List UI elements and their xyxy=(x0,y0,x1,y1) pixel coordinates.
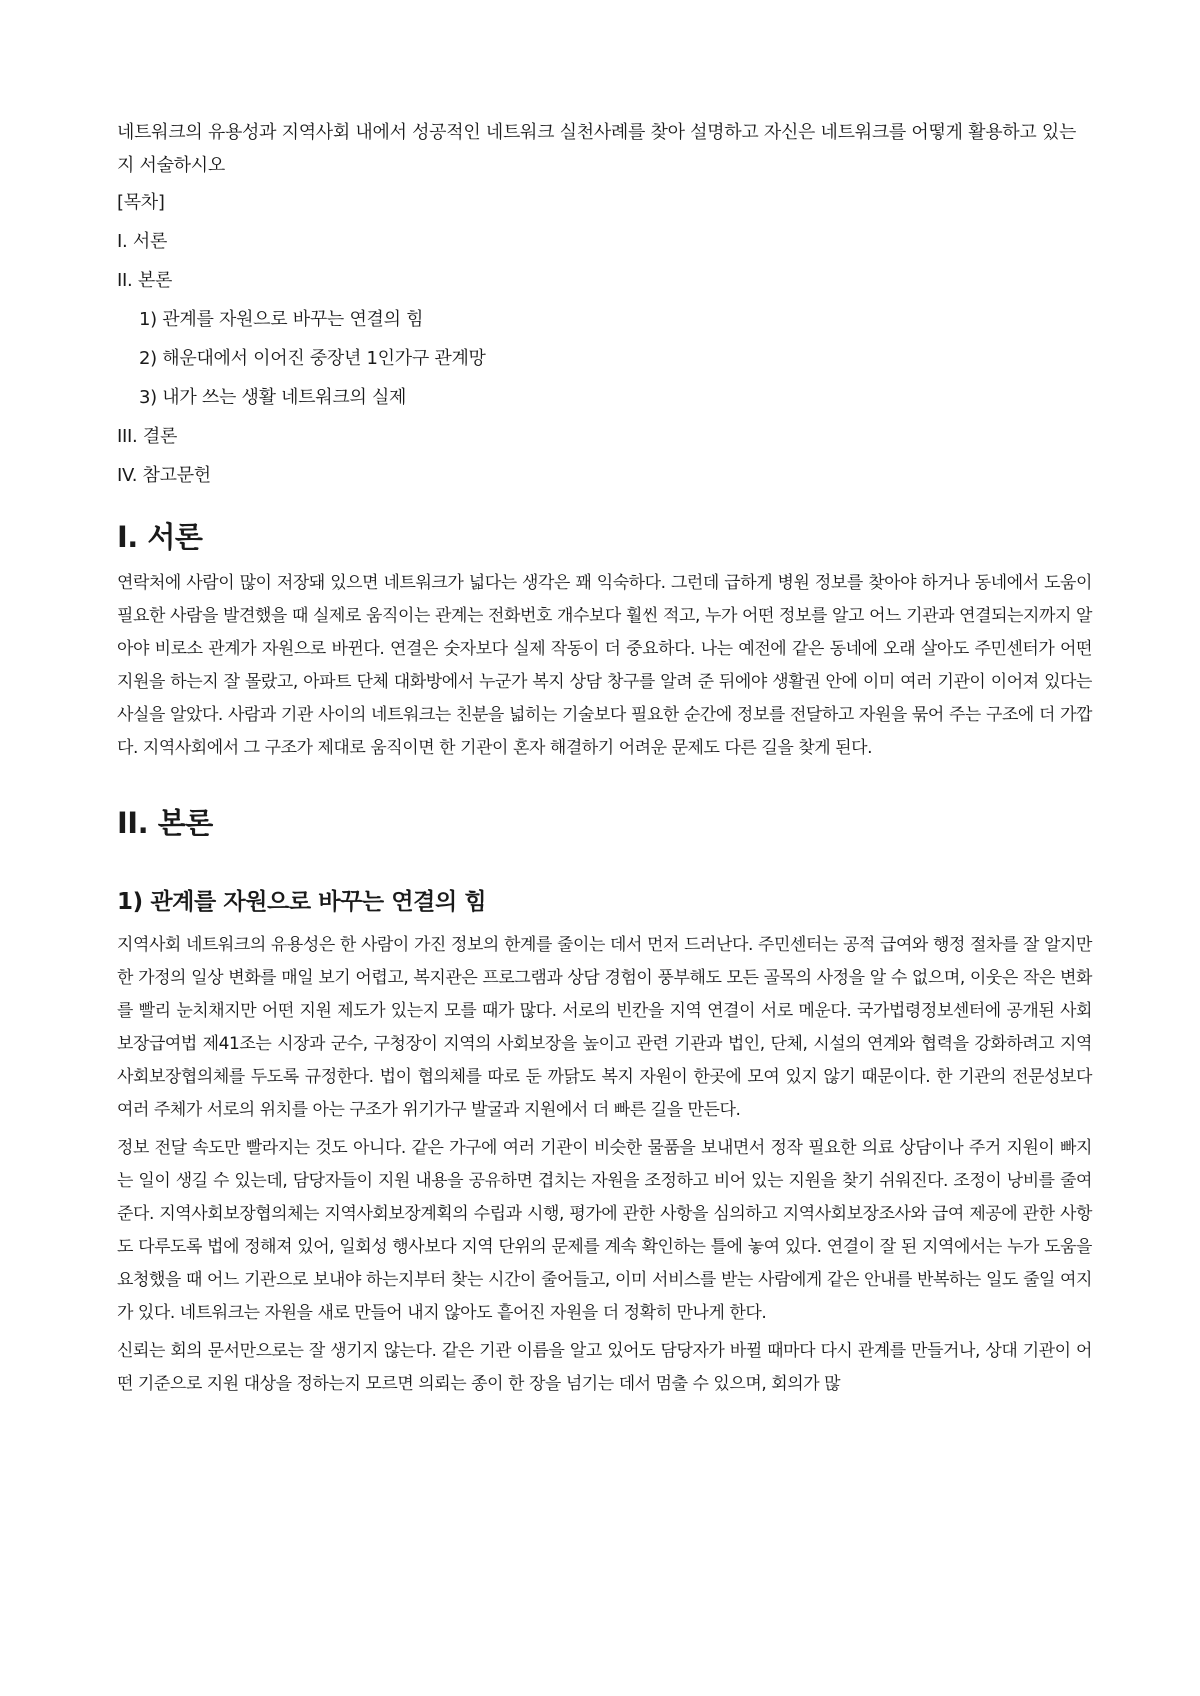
intro-paragraph: 연락처에 사람이 많이 저장돼 있으면 네트워크가 넓다는 생각은 꽤 익숙하다. 그런데 급하게 병원 정보를 찾아야 하거나 동네에서 도움이 필요한 사람을 발견했을 때 실제로 움직이는 관계는 전화번호 개수보다 훨씬 적고, 누가 어떤 정보를 알고 어느 기관과 연결되는지까지 알아야 비로소 관계가 자원으로 바뀐다. 연결은 숫자보다 실제 작동이 더 중요하다. 나는 예전에 같은 동네에 오래 살아도 주민센터가 어떤 지원을 하는지 잘 몰랐고, 아파트 단체 대화방에서 누군가 복지 상담 창구를 알려 준 뒤에야 생활권 안에 이미 여러 기관이 이어져 있다는 사실을 알았다. 사람과 기관 사이의 네트워크는 친분을 넓히는 기술보다 필요한 순간에 정보를 전달하고 자원을 묶어 주는 구조에 더 가깝다. 지역사회에서 그 구조가 제대로 움직이면 한 기관이 혼자 해결하기 어려운 문제도 다른 길을 찾게 된다. xyxy=(117,573,1092,758)
toc-item-body: II. 본론 xyxy=(117,270,173,291)
toc-item-body-1: 1) 관계를 자원으로 바꾸는 연결의 힘 xyxy=(139,309,424,330)
assignment-prompt: 네트워크의 유용성과 지역사회 내에서 성공적인 네트워크 실천사례를 찾아 설명하고 자신은 네트워크를 어떻게 활용하고 있는지 서술하시오 xyxy=(117,122,1077,176)
body-paragraph: 지역사회 네트워크의 유용성은 한 사람이 가진 정보의 한계를 줄이는 데서 먼저 드러난다. 주민센터는 공적 급여와 행정 절차를 잘 알지만 한 가정의 일상 변화를 매일 보기 어렵고, 복지관은 프로그램과 상담 경험이 풍부해도 모든 골목의 사정을 알 수 없으며, 이웃은 작은 변화를 빨리 눈치채지만 어떤 지원 제도가 있는지 모를 때가 많다. 서로의 빈칸을 지역 연결이 서로 메운다. 국가법령정보센터에 공개된 사회보장급여법 제41조는 시장과 군수, 구청장이 지역의 사회보장을 높이고 관련 기관과 법인, 단체, 시설의 연계와 협력을 강화하려고 지역사회보장협의체를 두도록 규정한다. 법이 협의체를 따로 둔 까닭도 복지 자원이 한곳에 모여 있지 않기 때문이다. 한 기관의 전문성보다 여러 주체가 서로의 위치를 아는 구조가 위기가구 발굴과 지원에서 더 빠른 길을 만든다. xyxy=(117,935,1092,1120)
toc-item-conclusion: III. 결론 xyxy=(117,426,178,447)
table-of-contents xyxy=(117,190,1092,489)
toc-item-body-3: 3) 내가 쓰는 생활 네트워크의 실제 xyxy=(139,387,407,408)
toc-item-body-2: 2) 해운대에서 이어진 중장년 1인가구 관계망 xyxy=(139,348,486,369)
subsection-heading-1: 1) 관계를 자원으로 바꾸는 연결의 힘 xyxy=(117,889,487,915)
body-paragraph: 신뢰는 회의 문서만으로는 잘 생기지 않는다. 같은 기관 이름을 알고 있어도 담당자가 바뀔 때마다 다시 관계를 만들거나, 상대 기관이 어떤 기준으로 지원 대상을 정하는지 모르면 의뢰는 종이 한 장을 넘기는 데서 멈출 수 있으며, 회의가 많 xyxy=(117,1341,1092,1394)
toc-item-intro: I. 서론 xyxy=(117,231,168,252)
section-heading-intro: I. 서론 xyxy=(117,520,203,554)
section-heading-body: II. 본론 xyxy=(117,806,213,840)
body-paragraph: 정보 전달 속도만 빨라지는 것도 아니다. 같은 가구에 여러 기관이 비슷한 물품을 보내면서 정작 필요한 의료 상담이나 주거 지원이 빠지는 일이 생길 수 있는데, 담당자들이 지원 내용을 공유하면 겹치는 자원을 조정하고 비어 있는 지원을 찾기 쉬워진다. 조정이 낭비를 줄여 준다. 지역사회보장협의체는 지역사회보장계획의 수립과 시행, 평가에 관한 사항을 심의하고 지역사회보장조사와 급여 제공에 관한 사항도 다루도록 법에 정해져 있어, 일회성 행사보다 지역 단위의 문제를 계속 확인하는 틀에 놓여 있다. 연결이 잘 된 지역에서는 누가 도움을 요청했을 때 어느 기관으로 보내야 하는지부터 찾는 시간이 줄어들고, 이미 서비스를 받는 사람에게 같은 안내를 반복하는 일도 줄일 여지가 있다. 네트워크는 자원을 새로 만들어 내지 않아도 흩어진 자원을 더 정확히 만나게 한다. xyxy=(117,1138,1092,1323)
toc-heading: [목차] xyxy=(117,192,165,213)
toc-item-references: IV. 참고문헌 xyxy=(117,465,211,486)
document-page xyxy=(117,116,1092,1406)
